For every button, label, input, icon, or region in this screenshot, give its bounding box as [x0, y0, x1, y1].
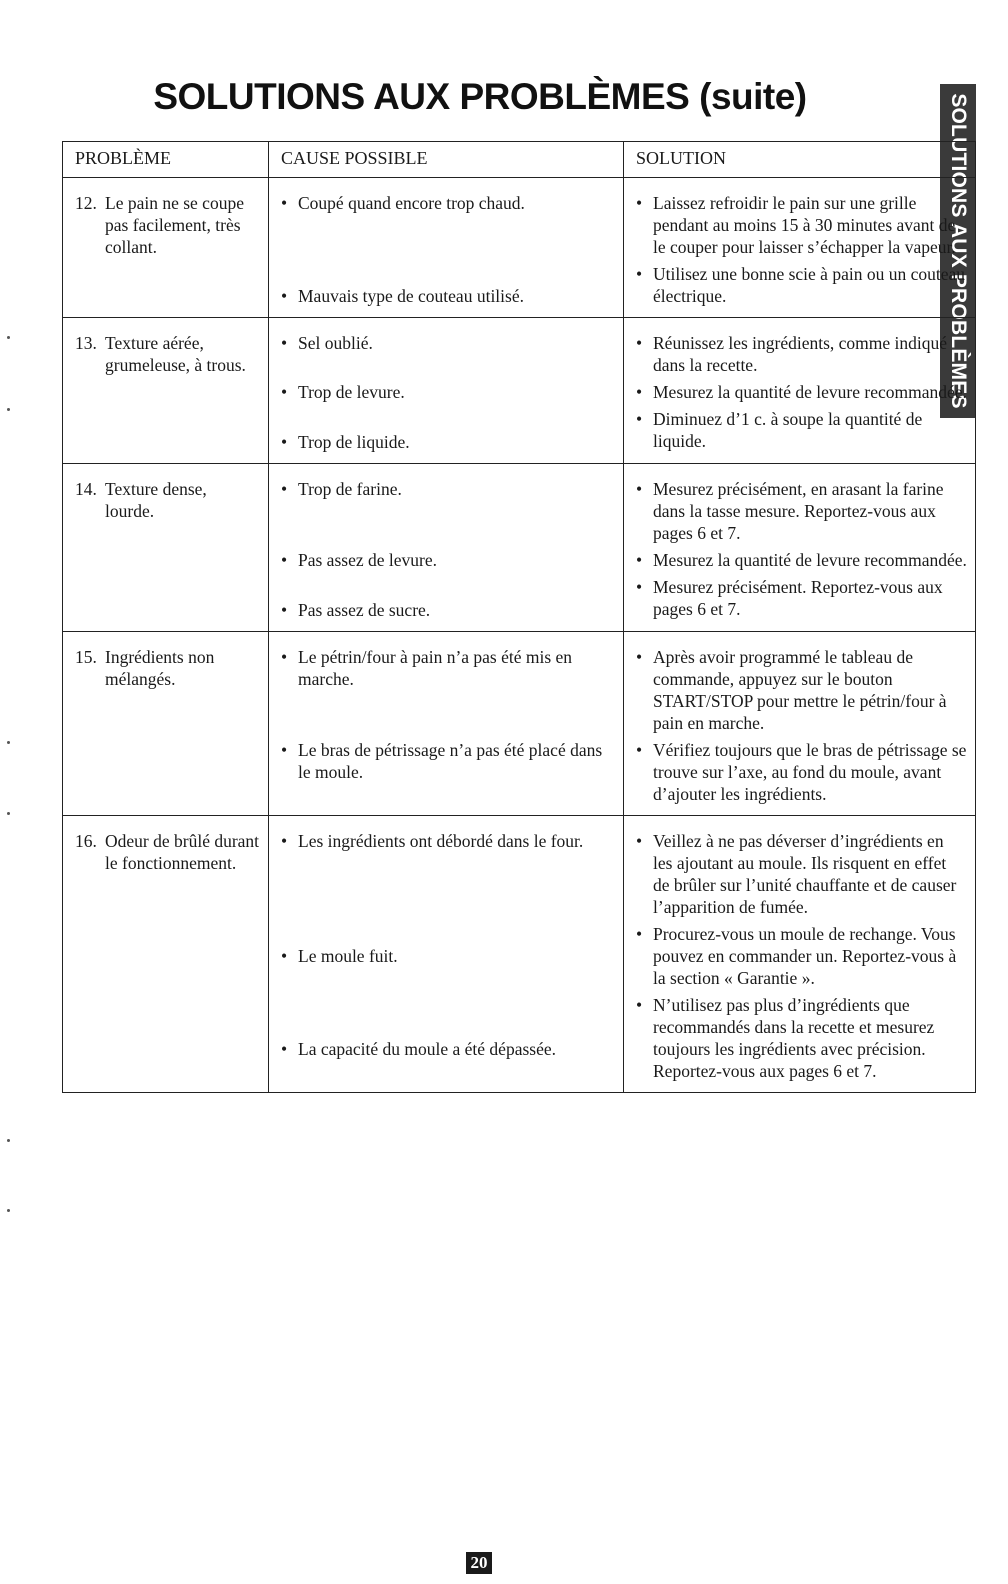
solution-item: Diminuez d’1 c. à soupe la quantité de liquide.	[653, 409, 923, 451]
header-solution: SOLUTION	[624, 142, 976, 178]
problem-cell	[63, 318, 269, 464]
bullet-icon: •	[636, 995, 643, 1015]
cause-cell	[269, 318, 624, 464]
bullet-icon: •	[636, 550, 643, 570]
problem-text: Le pain ne se coupe pas facilement, très collant.	[105, 193, 244, 257]
problem-number: 15.	[75, 647, 97, 667]
table-row	[63, 464, 976, 632]
bullet-icon: •	[636, 479, 643, 499]
cause-cell	[269, 178, 624, 318]
bullet-icon: •	[636, 333, 643, 353]
solution-item: Après avoir programmé le tableau de commande, appuyez sur le bouton START/STOP pour mettre le pétrin/four à pain en marche.	[653, 647, 947, 733]
bullet-icon: •	[281, 432, 288, 452]
table-header-row	[63, 142, 976, 178]
bullet-icon: •	[636, 382, 643, 402]
bullet-icon: •	[636, 647, 643, 667]
problem-cell	[63, 178, 269, 318]
problem-cell	[63, 464, 269, 632]
troubleshooting-table	[62, 141, 976, 1093]
margin-mark	[7, 741, 10, 744]
bullet-icon: •	[281, 647, 288, 667]
bullet-icon: •	[636, 831, 643, 851]
cause-item: Mauvais type de couteau utilisé.	[298, 286, 524, 306]
page-number: 20	[466, 1552, 492, 1574]
problem-cell	[63, 816, 269, 1093]
bullet-icon: •	[281, 479, 288, 499]
cause-item: La capacité du moule a été dépassée.	[298, 1039, 556, 1059]
cause-cell	[269, 464, 624, 632]
side-tab-label: SOLUTIONS AUX PROBLÈMES	[947, 93, 970, 409]
cause-item: Le bras de pétrissage n’a pas été placé dans le moule.	[298, 740, 603, 782]
cause-item: Le pétrin/four à pain n’a pas été mis en marche.	[298, 647, 573, 689]
bullet-icon: •	[281, 193, 288, 213]
margin-mark	[7, 1139, 10, 1142]
cause-item: Trop de liquide.	[298, 432, 410, 452]
header-cause: CAUSE POSSIBLE	[269, 142, 624, 178]
solution-item: N’utilisez pas plus d’ingrédients que recommandés dans la recette et mesurez toujours les ingrédients avec précision. Reportez-vous aux pages 6 et 7.	[653, 995, 935, 1081]
cause-item: Le moule fuit.	[298, 946, 398, 966]
solution-item: Mesurez précisément. Reportez-vous aux pages 6 et 7.	[653, 577, 943, 619]
solution-cell	[624, 318, 976, 464]
bullet-icon: •	[281, 740, 288, 760]
problem-text: Texture aérée, grumeleuse, à trous.	[105, 333, 246, 375]
cause-item: Trop de levure.	[298, 382, 405, 402]
problem-number: 14.	[75, 479, 97, 499]
cause-item: Pas assez de levure.	[298, 550, 437, 570]
solution-item: Mesurez la quantité de levure recommandée.	[653, 382, 967, 402]
header-problem: PROBLÈME	[63, 142, 269, 178]
problem-number: 12.	[75, 193, 97, 213]
problem-cell	[63, 632, 269, 816]
solution-cell	[624, 178, 976, 318]
cause-item: Les ingrédients ont débordé dans le four.	[298, 831, 584, 851]
bullet-icon: •	[281, 382, 288, 402]
bullet-icon: •	[281, 550, 288, 570]
solution-item: Procurez-vous un moule de rechange. Vous pouvez en commander un. Reportez-vous à la section « Garantie ».	[653, 924, 957, 988]
cause-item: Pas assez de sucre.	[298, 600, 431, 620]
bullet-icon: •	[636, 193, 643, 213]
solution-item: Utilisez une bonne scie à pain ou un couteau électrique.	[653, 264, 965, 306]
problem-number: 16.	[75, 831, 97, 851]
cause-item: Coupé quand encore trop chaud.	[298, 193, 525, 213]
cause-item: Trop de farine.	[298, 479, 402, 499]
solution-item: Vérifiez toujours que le bras de pétrissage se trouve sur l’axe, au fond du moule, avant d’ajouter les ingrédients.	[653, 740, 967, 804]
table-row	[63, 178, 976, 318]
solution-item: Mesurez la quantité de levure recommandée.	[653, 550, 967, 570]
bullet-icon: •	[281, 600, 288, 620]
bullet-icon: •	[281, 286, 288, 306]
solution-item: Réunissez les ingrédients, comme indiqué dans la recette.	[653, 333, 948, 375]
table-row	[63, 632, 976, 816]
bullet-icon: •	[636, 577, 643, 597]
table-row	[63, 318, 976, 464]
solution-cell	[624, 464, 976, 632]
bullet-icon: •	[281, 946, 288, 966]
bullet-icon: •	[636, 740, 643, 760]
margin-mark	[7, 812, 10, 815]
problem-number: 13.	[75, 333, 97, 353]
cause-cell	[269, 816, 624, 1093]
solution-item: Veillez à ne pas déverser d’ingrédients en les ajoutant au moule. Ils risquent en effet de brûler sur l’unité chauffante et de causer l’apparition de fumée.	[653, 831, 957, 917]
bullet-icon: •	[636, 264, 643, 284]
table-row	[63, 816, 976, 1093]
margin-mark	[7, 1209, 10, 1212]
bullet-icon: •	[636, 409, 643, 429]
bullet-icon: •	[281, 1039, 288, 1059]
margin-mark	[7, 336, 10, 339]
cause-cell	[269, 632, 624, 816]
bullet-icon: •	[636, 924, 643, 944]
problem-text: Texture dense, lourde.	[105, 479, 207, 521]
solution-item: Laissez refroidir le pain sur une grille pendant au moins 15 à 30 minutes avant de le couper pour laisser s’échapper la vapeur.	[653, 193, 956, 257]
cause-item: Sel oublié.	[298, 333, 373, 353]
problem-text: Odeur de brûlé durant le fonctionnement.	[105, 831, 260, 873]
solution-cell	[624, 632, 976, 816]
solution-cell	[624, 816, 976, 1093]
problem-text: Ingrédients non mélangés.	[105, 647, 215, 689]
page-title: SOLUTIONS AUX PROBLÈMES (suite)	[153, 76, 807, 117]
solution-item: Mesurez précisément, en arasant la farine dans la tasse mesure. Reportez-vous aux pages 6 et 7.	[653, 479, 944, 543]
bullet-icon: •	[281, 831, 288, 851]
bullet-icon: •	[281, 333, 288, 353]
margin-mark	[7, 408, 10, 411]
